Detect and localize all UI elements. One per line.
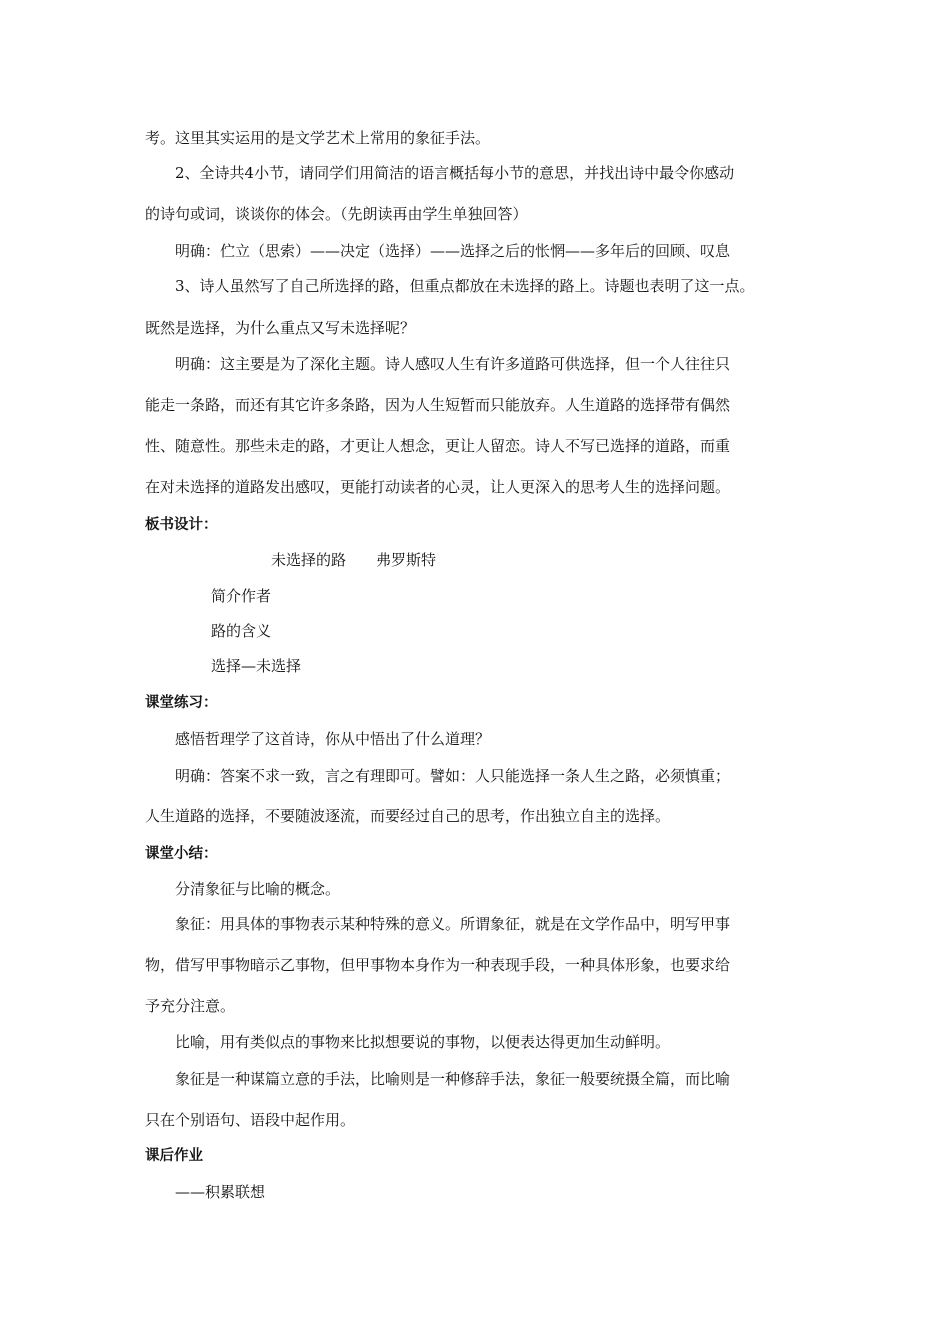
body-line: 分清象征与比喻的概念。: [175, 880, 341, 898]
board-item: 选择—未选择: [211, 657, 302, 675]
body-line: 象征是一种谋篇立意的手法，比喻则是一种修辞手法，象征一般要统摄全篇，而比喻: [175, 1070, 731, 1088]
body-line: 予充分注意。: [145, 997, 236, 1015]
body-line: ——积累联想: [175, 1183, 266, 1201]
body-line: 人生道路的选择，不要随波逐流，而要经过自己的思考，作出独立自主的选择。: [145, 807, 671, 825]
body-line: 比喻，用有类似点的事物来比拟想要说的事物，以便表达得更加生动鲜明。: [175, 1033, 671, 1051]
body-line: 3、诗人虽然写了自己所选择的路，但重点都放在未选择的路上。诗题也表明了这一点。: [175, 277, 755, 295]
body-line: 物，借写甲事物暗示乙事物，但甲事物本身作为一种表现手段，一种具体形象，也要求给: [145, 956, 731, 974]
body-line: 考。这里其实运用的是文学艺术上常用的象征手法。: [145, 129, 491, 147]
body-line: 只在个别语句、语段中起作用。: [145, 1111, 356, 1129]
section-heading-board-design: 板书设计：: [145, 517, 218, 533]
section-heading-class-exercise: 课堂练习：: [145, 695, 218, 711]
section-heading-homework: 课后作业: [145, 1148, 203, 1164]
body-line: 在对未选择的道路发出感叹，更能打动读者的心灵，让人更深入的思考人生的选择问题。: [145, 478, 731, 496]
body-line: 感悟哲理学了这首诗，你从中悟出了什么道理？: [175, 730, 491, 748]
body-line: 的诗句或词，谈谈你的体会。（先朗读再由学生单独回答）: [145, 205, 528, 223]
body-line: 能走一条路，而还有其它许多条路，因为人生短暂而只能放弃。人生道路的选择带有偶然: [145, 396, 731, 414]
body-line: 象征：用具体的事物表示某种特殊的意义。所谓象征，就是在文学作品中，明写甲事: [175, 915, 731, 933]
board-title: 未选择的路 弗罗斯特: [271, 551, 437, 569]
body-line: 明确：伫立（思索）——决定（选择）——选择之后的怅惘——多年后的回顾、叹息: [175, 242, 731, 260]
body-line: 2、全诗共4小节，请同学们用简洁的语言概括每小节的意思，并找出诗中最令你感动: [175, 164, 735, 182]
body-line: 明确：这主要是为了深化主题。诗人感叹人生有许多道路可供选择，但一个人往往只: [175, 355, 731, 373]
board-item: 简介作者: [211, 587, 272, 605]
board-item: 路的含义: [211, 622, 272, 640]
body-line: 性、随意性。那些未走的路，才更让人想念，更让人留恋。诗人不写已选择的道路，而重: [145, 437, 731, 455]
body-line: 明确：答案不求一致，言之有理即可。譬如：人只能选择一条人生之路，必须慎重；: [175, 767, 731, 785]
section-heading-class-summary: 课堂小结：: [145, 846, 218, 862]
body-line: 既然是选择，为什么重点又写未选择呢？: [145, 319, 416, 337]
